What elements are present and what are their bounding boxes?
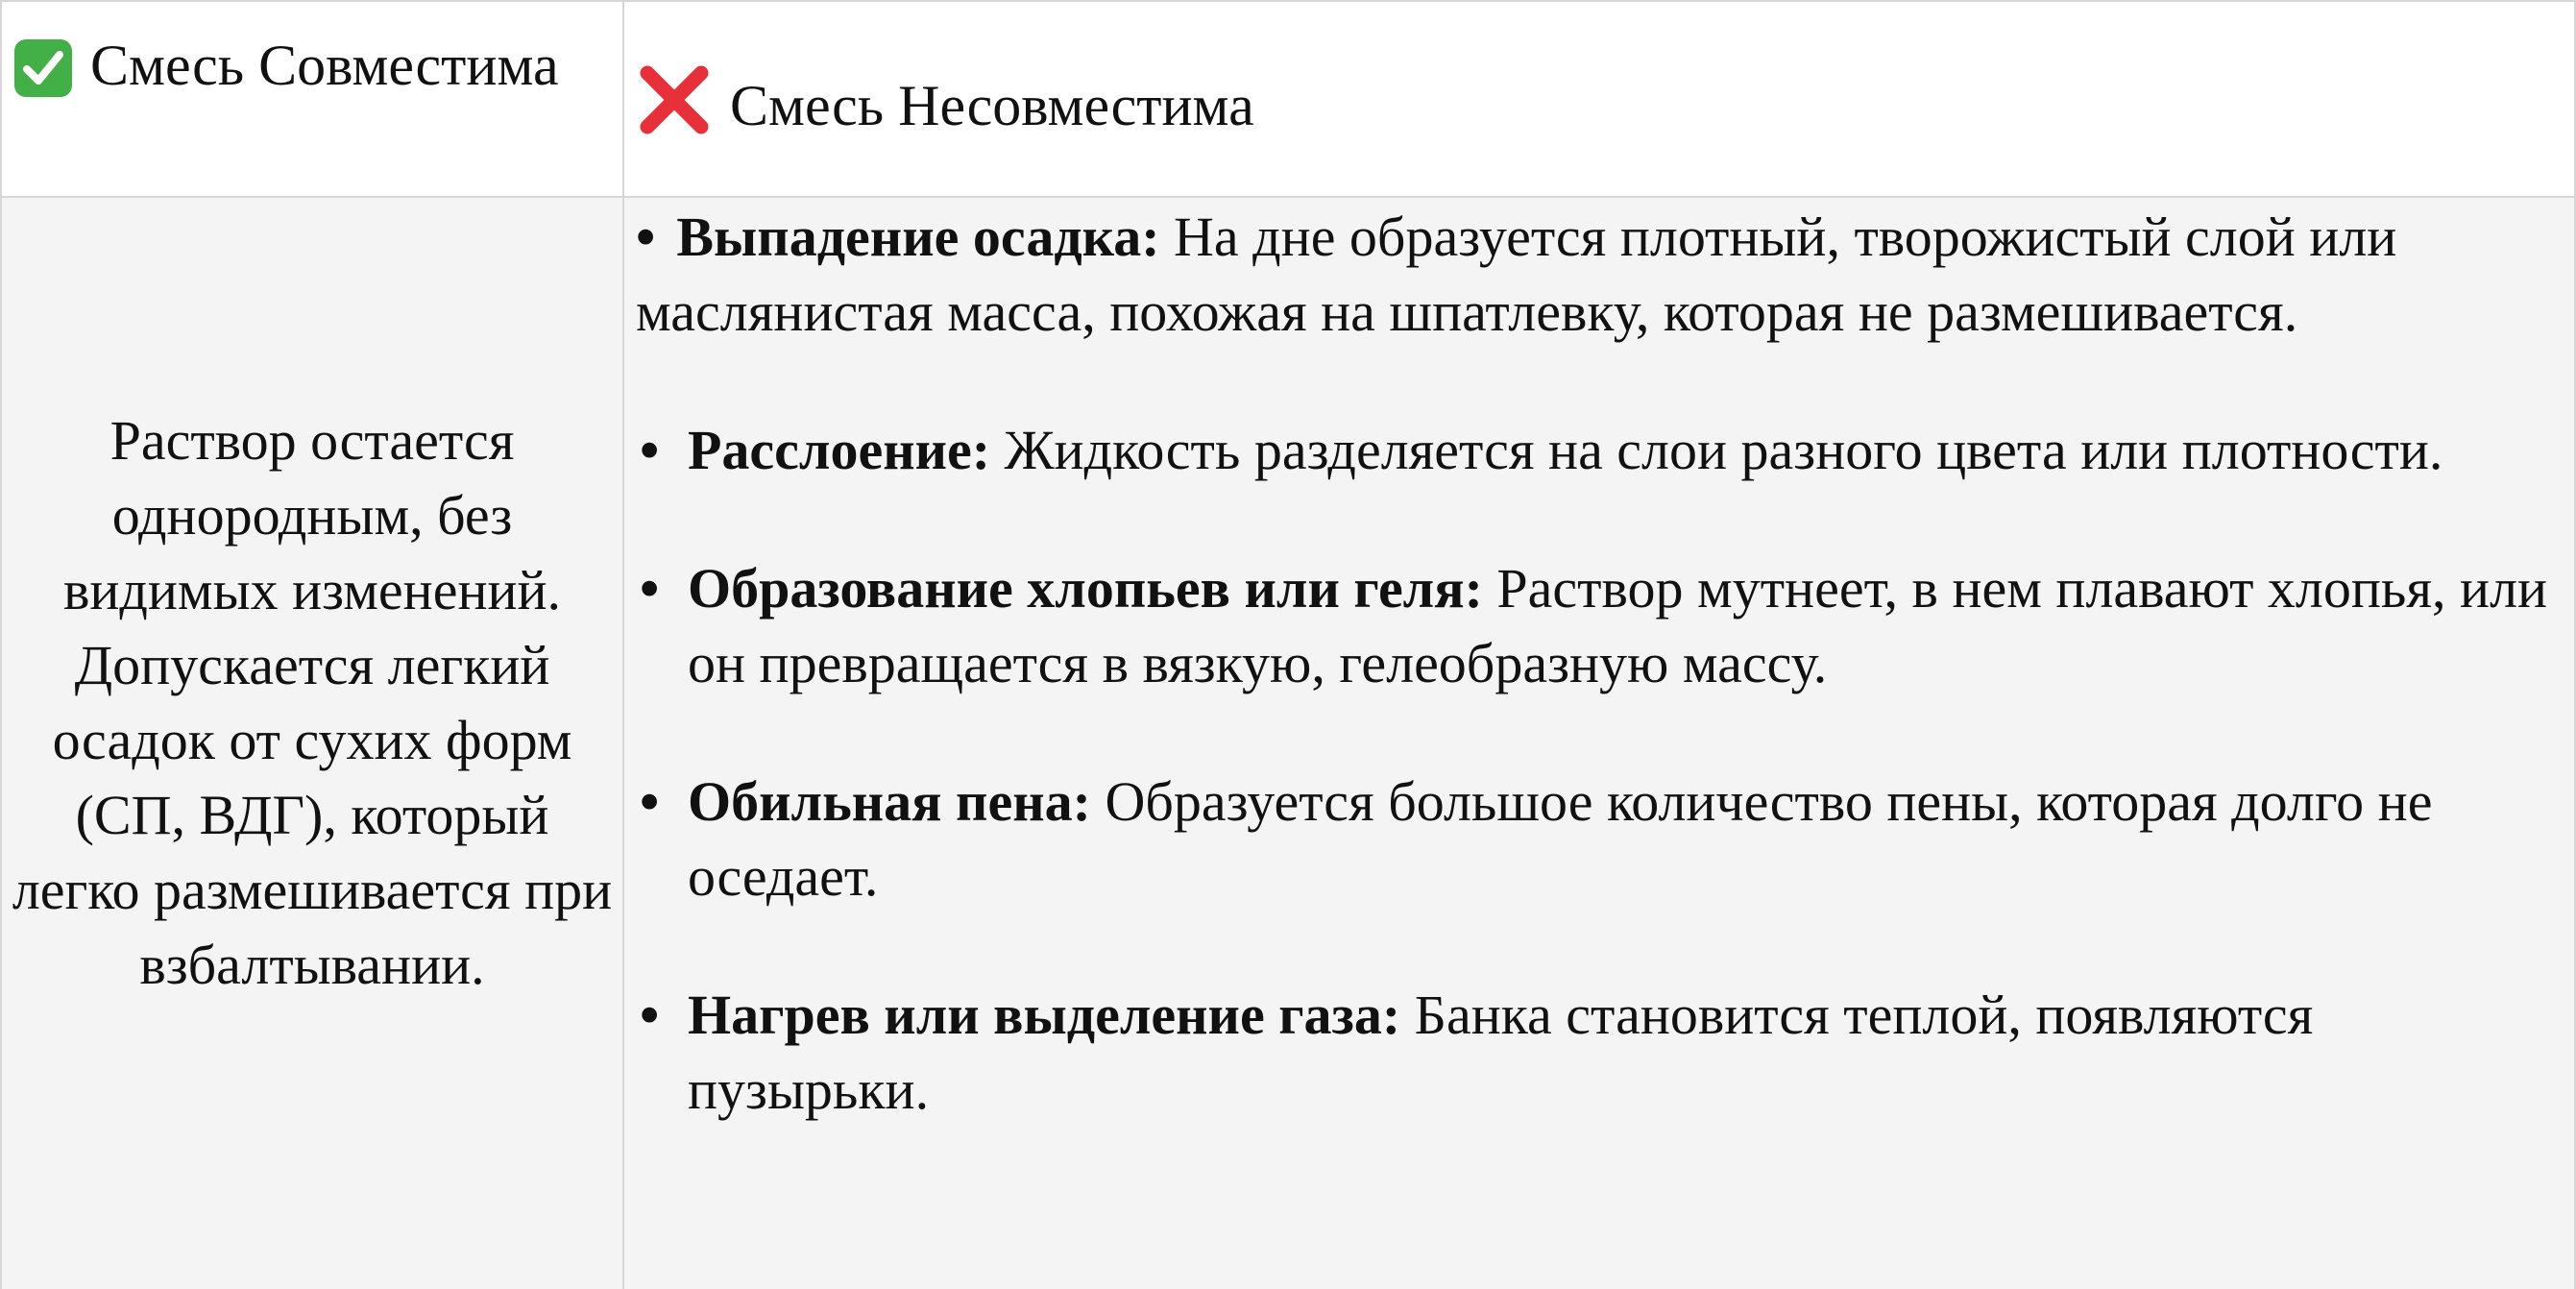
header-compatible-label: Смесь Совместима [90, 34, 559, 97]
header-compatible [13, 23, 609, 121]
list-item [636, 413, 2564, 488]
sign-text: Раствор мутнеет, в нем плавают хлопья, или он превращается в вязкую, гелеобразную массу. [688, 557, 2548, 694]
compatible-description: Раствор остается однородным, без видимых изменений. Допускается легкий осадок от сухих форм (СП, ВДГ), который легко размешивается при взбалтывании. [12, 409, 613, 996]
bullet-icon: • [640, 770, 660, 833]
sign-text: Образуется большое количество пены, которая долго не оседает. [688, 770, 2433, 908]
bullet-icon: • [640, 419, 660, 481]
sign-text: Банка становится теплой, появляются пузырьки. [688, 984, 2314, 1121]
header-incompatible-label: Смесь Несовместима [730, 74, 1254, 137]
sign-term: Образование хлопьев или геля: [688, 557, 1483, 620]
sign-term: Расслоение: [688, 419, 991, 481]
incompatible-signs-list [636, 200, 2564, 1191]
sign-term: Нагрев или выделение газа: [688, 984, 1401, 1046]
sign-term: Обильная пена: [688, 770, 1091, 833]
table-header-row [2, 2, 2574, 198]
bullet-icon: • [640, 984, 660, 1046]
sign-text: Жидкость разделяется на слои разного цвета или плотности. [1004, 419, 2443, 481]
list-item [636, 978, 2564, 1128]
bullet-icon: • [636, 206, 656, 268]
sign-term: Выпадение осадка: [676, 206, 1160, 268]
bullet-icon: • [640, 557, 660, 620]
check-mark-icon [13, 36, 73, 121]
list-item [636, 551, 2564, 701]
column-divider [622, 2, 624, 1289]
cross-mark-icon [636, 61, 713, 161]
list-item [636, 765, 2564, 914]
header-incompatible [636, 61, 2538, 161]
list-item [636, 200, 2564, 350]
sign-text: На дне образуется плотный, творожистый слой или маслянистая масса, похожая на шпатлевку, которая не размешивается. [636, 206, 2397, 343]
